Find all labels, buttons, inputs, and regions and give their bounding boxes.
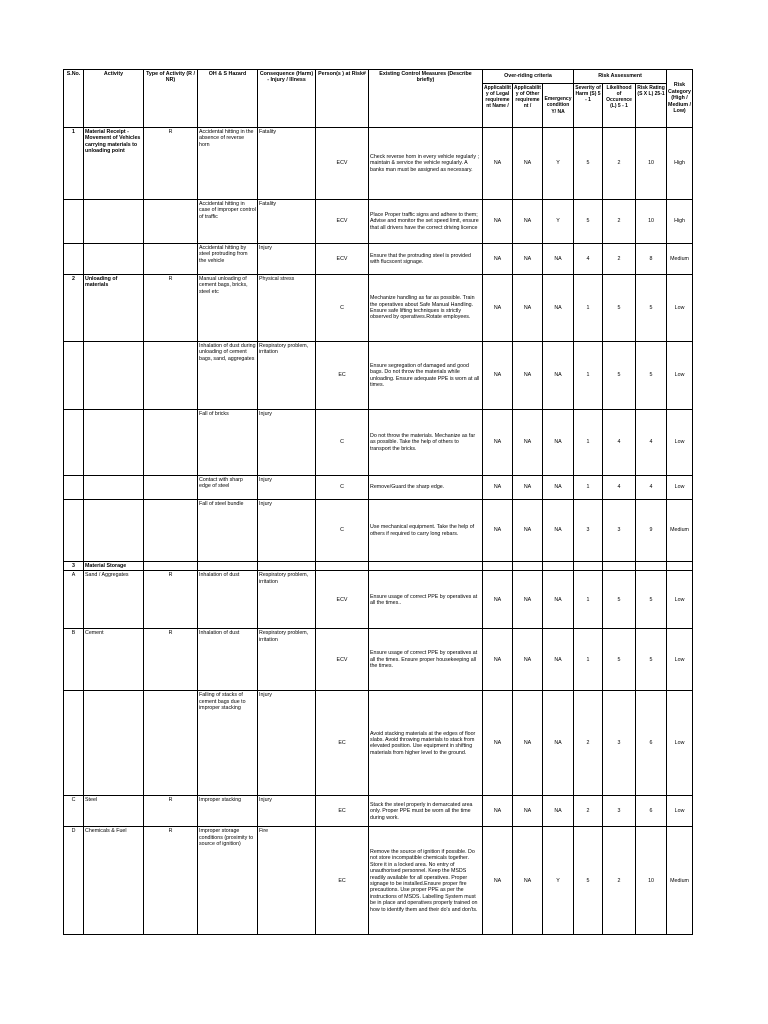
table-row <box>64 571 693 629</box>
cell-risk-rating: 9 <box>636 500 667 562</box>
cell-severity: 1 <box>574 275 603 342</box>
cell-severity: 1 <box>574 410 603 476</box>
cell-severity: 5 <box>574 128 603 200</box>
cell-emergency-condition: NA <box>543 629 574 691</box>
cell-risk-rating: 6 <box>636 691 667 796</box>
cell-sno <box>64 342 84 410</box>
cell-risk-category: Medium <box>667 244 693 275</box>
cell-persons-at-risk: ECV <box>316 128 369 200</box>
cell-risk-rating: 5 <box>636 571 667 629</box>
cell-sno <box>64 476 84 500</box>
cell-control-measures: Place Proper traffic signs and adhere to them; Advise and monitor the set speed limit, ensure that all drivers have the correct driving licence <box>369 200 483 244</box>
cell-risk-category: Low <box>667 342 693 410</box>
cell-severity: 1 <box>574 571 603 629</box>
cell-activity <box>84 342 144 410</box>
cell-severity: 2 <box>574 796 603 827</box>
cell-legal-requirement: NA <box>483 827 513 935</box>
table-row <box>64 244 693 275</box>
cell-sno <box>64 200 84 244</box>
table-row <box>64 629 693 691</box>
cell-risk-category: Low <box>667 796 693 827</box>
cell-control-measures: Do not throw the materials. Mechanize as far as possible. Take the help of others to transport the bricks. <box>369 410 483 476</box>
cell-legal-requirement: NA <box>483 200 513 244</box>
cell-risk-rating: 10 <box>636 827 667 935</box>
cell-activity-type <box>144 200 198 244</box>
cell-legal-requirement <box>483 562 513 571</box>
cell-consequence: Injury <box>258 691 316 796</box>
cell-hazard: Improper storage conditions (proximity to source of ignition) <box>198 827 258 935</box>
header-control-measures: Existing Control Measures (Describe briefly) <box>369 70 483 128</box>
header-persons-at-risk: Person(s ) at Risk# <box>316 70 369 128</box>
cell-activity-type: R <box>144 629 198 691</box>
cell-activity <box>84 476 144 500</box>
cell-emergency-condition: NA <box>543 244 574 275</box>
cell-likelihood: 3 <box>603 500 636 562</box>
cell-activity-type <box>144 562 198 571</box>
cell-activity-type <box>144 500 198 562</box>
cell-likelihood: 4 <box>603 476 636 500</box>
cell-other-requirement: NA <box>513 342 543 410</box>
cell-consequence: Fire <box>258 827 316 935</box>
cell-activity-type: R <box>144 275 198 342</box>
cell-likelihood: 5 <box>603 629 636 691</box>
cell-emergency-condition: NA <box>543 796 574 827</box>
cell-sno: B <box>64 629 84 691</box>
cell-emergency-condition: NA <box>543 571 574 629</box>
cell-other-requirement: NA <box>513 629 543 691</box>
cell-control-measures: Ensure that the protruding steel is provided with flucscent signage. <box>369 244 483 275</box>
header-legal-requirement: Applicability of Legal requirement Name / <box>483 84 513 128</box>
cell-severity: 1 <box>574 629 603 691</box>
cell-risk-category: Low <box>667 410 693 476</box>
cell-sno <box>64 500 84 562</box>
table-row <box>64 275 693 342</box>
cell-legal-requirement: NA <box>483 571 513 629</box>
cell-likelihood: 2 <box>603 200 636 244</box>
cell-consequence: Fatality <box>258 200 316 244</box>
cell-consequence <box>258 562 316 571</box>
cell-activity-type: R <box>144 796 198 827</box>
cell-activity-type <box>144 691 198 796</box>
cell-activity: Unloading of materials <box>84 275 144 342</box>
cell-risk-category <box>667 562 693 571</box>
cell-risk-category: Medium <box>667 827 693 935</box>
cell-emergency-condition: Y <box>543 200 574 244</box>
cell-legal-requirement: NA <box>483 500 513 562</box>
cell-activity <box>84 500 144 562</box>
cell-risk-rating: 4 <box>636 410 667 476</box>
cell-hazard: Fall of bricks <box>198 410 258 476</box>
cell-risk-rating: 5 <box>636 275 667 342</box>
cell-activity: Sand / Aggregates <box>84 571 144 629</box>
cell-hazard: Falling of stacks of cement bags due to improper stacking <box>198 691 258 796</box>
cell-control-measures <box>369 562 483 571</box>
cell-hazard: Inhalation of dust <box>198 571 258 629</box>
table-row <box>64 476 693 500</box>
cell-activity <box>84 244 144 275</box>
cell-legal-requirement: NA <box>483 128 513 200</box>
cell-legal-requirement: NA <box>483 629 513 691</box>
cell-likelihood: 2 <box>603 244 636 275</box>
header-hazard: OH & S Hazard <box>198 70 258 128</box>
cell-severity <box>574 562 603 571</box>
header-likelihood: Likelihood of Occurence (L) 5 - 1 <box>603 84 636 128</box>
cell-hazard: Inhalation of dust during unloading of cement bags, sand, aggregates <box>198 342 258 410</box>
cell-activity: Cement <box>84 629 144 691</box>
cell-consequence: Injury <box>258 410 316 476</box>
cell-legal-requirement: NA <box>483 796 513 827</box>
cell-persons-at-risk: C <box>316 410 369 476</box>
cell-other-requirement: NA <box>513 571 543 629</box>
cell-risk-category: Low <box>667 476 693 500</box>
cell-legal-requirement: NA <box>483 476 513 500</box>
cell-likelihood: 5 <box>603 342 636 410</box>
cell-control-measures: Ensure segregation of damaged and good bags. Do not throw the materials while unloading. Ensure adequate PPE is worn at all times. <box>369 342 483 410</box>
cell-severity: 4 <box>574 244 603 275</box>
cell-other-requirement <box>513 562 543 571</box>
table-row <box>64 410 693 476</box>
cell-risk-category: Medium <box>667 500 693 562</box>
cell-hazard: Improper stacking <box>198 796 258 827</box>
table-body <box>64 128 693 935</box>
cell-persons-at-risk: EC <box>316 342 369 410</box>
cell-likelihood: 3 <box>603 691 636 796</box>
cell-risk-rating: 10 <box>636 128 667 200</box>
cell-other-requirement: NA <box>513 476 543 500</box>
header-risk-rating: Risk Rating (S X L) 25-1 <box>636 84 667 128</box>
header-risk-category: Risk Category (High / Medium / Low) <box>667 70 693 128</box>
table-row <box>64 128 693 200</box>
cell-legal-requirement: NA <box>483 691 513 796</box>
header-consequence: Consequence (Harm) - Injury / Illness <box>258 70 316 128</box>
cell-emergency-condition: NA <box>543 476 574 500</box>
cell-consequence: Injury <box>258 476 316 500</box>
cell-hazard: Fall of steel bundle <box>198 500 258 562</box>
cell-control-measures: Remove the source of ignition if possible. Do not store incompatible chemicals together. Store it in a locked area. No entry of unauthorised personnel. Keep the MSDS readily available for all operatives. Proper signage to be installed.Ensure proper fire precautions. Use proper PPE as per the instructions of MSDS. Labelling System must be in place and operatives properly trained on how to identify them and their do's and don'ts. <box>369 827 483 935</box>
header-activity: Activity <box>84 70 144 128</box>
cell-persons-at-risk <box>316 562 369 571</box>
cell-persons-at-risk: EC <box>316 796 369 827</box>
cell-activity-type <box>144 342 198 410</box>
header-overriding-criteria: Over-riding criteria <box>483 70 574 84</box>
cell-risk-category: Low <box>667 275 693 342</box>
cell-legal-requirement: NA <box>483 410 513 476</box>
header-risk-assessment: Risk Assessment <box>574 70 667 84</box>
cell-emergency-condition: NA <box>543 691 574 796</box>
cell-emergency-condition: NA <box>543 275 574 342</box>
cell-control-measures: Stack the steel properly in demarcated area only. Proper PPE must be worn all the time during work. <box>369 796 483 827</box>
cell-other-requirement: NA <box>513 410 543 476</box>
cell-risk-category: High <box>667 200 693 244</box>
cell-consequence: Physical stress <box>258 275 316 342</box>
cell-activity-type <box>144 476 198 500</box>
cell-consequence: Fatality <box>258 128 316 200</box>
cell-consequence: Injury <box>258 500 316 562</box>
cell-emergency-condition: NA <box>543 410 574 476</box>
cell-likelihood: 2 <box>603 827 636 935</box>
cell-consequence: Respiratory problem, irritation <box>258 571 316 629</box>
risk-assessment-table <box>63 69 693 935</box>
cell-sno: C <box>64 796 84 827</box>
cell-risk-rating: 10 <box>636 200 667 244</box>
cell-sno: 2 <box>64 275 84 342</box>
cell-control-measures: Check reverse horn in every vehicle regularly ; maintain & service the vehicle regularly. A banks man must be assigned as necessary. <box>369 128 483 200</box>
cell-risk-rating: 5 <box>636 342 667 410</box>
cell-persons-at-risk: C <box>316 275 369 342</box>
cell-other-requirement: NA <box>513 244 543 275</box>
cell-activity <box>84 200 144 244</box>
cell-activity: Steel <box>84 796 144 827</box>
cell-likelihood: 4 <box>603 410 636 476</box>
cell-control-measures: Ensure usage of correct PPE by operatives at all the times.. <box>369 571 483 629</box>
cell-sno <box>64 410 84 476</box>
cell-persons-at-risk: ECV <box>316 571 369 629</box>
cell-other-requirement: NA <box>513 796 543 827</box>
table-row <box>64 200 693 244</box>
cell-persons-at-risk: C <box>316 476 369 500</box>
cell-legal-requirement: NA <box>483 244 513 275</box>
cell-emergency-condition: NA <box>543 500 574 562</box>
cell-likelihood: 5 <box>603 275 636 342</box>
cell-persons-at-risk: ECV <box>316 629 369 691</box>
cell-hazard <box>198 562 258 571</box>
table-header <box>64 70 693 128</box>
cell-persons-at-risk: ECV <box>316 200 369 244</box>
cell-sno: D <box>64 827 84 935</box>
cell-risk-category: Low <box>667 691 693 796</box>
cell-control-measures: Remove/Guard the sharp edge. <box>369 476 483 500</box>
cell-hazard: Inhalation of dust <box>198 629 258 691</box>
cell-likelihood: 3 <box>603 796 636 827</box>
table-row <box>64 796 693 827</box>
cell-risk-rating: 4 <box>636 476 667 500</box>
cell-sno: 3 <box>64 562 84 571</box>
cell-emergency-condition: NA <box>543 342 574 410</box>
cell-emergency-condition: Y <box>543 128 574 200</box>
cell-likelihood: 5 <box>603 571 636 629</box>
cell-activity-type: R <box>144 571 198 629</box>
cell-severity: 3 <box>574 500 603 562</box>
cell-consequence: Injury <box>258 796 316 827</box>
cell-severity: 5 <box>574 827 603 935</box>
cell-other-requirement: NA <box>513 500 543 562</box>
cell-activity: Chemicals & Fuel <box>84 827 144 935</box>
cell-severity: 2 <box>574 691 603 796</box>
cell-legal-requirement: NA <box>483 275 513 342</box>
cell-risk-rating: 6 <box>636 796 667 827</box>
cell-other-requirement: NA <box>513 691 543 796</box>
cell-other-requirement: NA <box>513 275 543 342</box>
cell-risk-rating <box>636 562 667 571</box>
cell-likelihood: 2 <box>603 128 636 200</box>
cell-consequence: Respiratory problem, irritation <box>258 342 316 410</box>
cell-control-measures: Avoid stacking materials at the edges of floor slabs. Avoid throwing materials to stack from elevated position. Use equipment in shifting materials from higher level to the ground. <box>369 691 483 796</box>
cell-hazard: Manual unloading of cement bags, bricks, steel etc <box>198 275 258 342</box>
cell-consequence: Injury <box>258 244 316 275</box>
cell-emergency-condition: Y <box>543 827 574 935</box>
header-activity-type: Type of Activity (R / NR) <box>144 70 198 128</box>
cell-persons-at-risk: EC <box>316 691 369 796</box>
table-row <box>64 500 693 562</box>
cell-hazard: Contact with sharp edge of steel <box>198 476 258 500</box>
cell-persons-at-risk: EC <box>316 827 369 935</box>
cell-control-measures: Mechanize handling as far as possible. Train the operatives about Safe Manual Handling. Ensure safe lifting techniques is strictly observed by operatives.Rotate employees. <box>369 275 483 342</box>
cell-control-measures: Ensure usage of correct PPE by operatives at all the times. Ensure proper housekeeping all the times. <box>369 629 483 691</box>
cell-emergency-condition <box>543 562 574 571</box>
cell-severity: 1 <box>574 476 603 500</box>
cell-risk-category: High <box>667 128 693 200</box>
cell-activity: Material Storage <box>84 562 144 571</box>
cell-hazard: Accidental hitting by steel protruding from the vehicle <box>198 244 258 275</box>
table-row <box>64 691 693 796</box>
cell-risk-rating: 8 <box>636 244 667 275</box>
cell-other-requirement: NA <box>513 827 543 935</box>
cell-severity: 1 <box>574 342 603 410</box>
cell-activity-type: R <box>144 128 198 200</box>
header-severity: Severity of Harm (S) 5 - 1 <box>574 84 603 128</box>
cell-risk-category: Low <box>667 629 693 691</box>
table-row <box>64 342 693 410</box>
cell-sno: 1 <box>64 128 84 200</box>
cell-hazard: Accidental hitting in case of improper control of traffic <box>198 200 258 244</box>
cell-hazard: Accidental hitting in the absence of reverse horn <box>198 128 258 200</box>
table-row <box>64 827 693 935</box>
cell-severity: 5 <box>574 200 603 244</box>
cell-activity-type: R <box>144 827 198 935</box>
cell-other-requirement: NA <box>513 200 543 244</box>
cell-persons-at-risk: ECV <box>316 244 369 275</box>
table-row <box>64 562 693 571</box>
cell-risk-category: Low <box>667 571 693 629</box>
cell-sno <box>64 691 84 796</box>
cell-persons-at-risk: C <box>316 500 369 562</box>
cell-risk-rating: 5 <box>636 629 667 691</box>
cell-activity: Material Receipt - Movement of Vehicles carrying materials to unloading point <box>84 128 144 200</box>
cell-consequence: Respiratory problem, irritation <box>258 629 316 691</box>
header-emergency-condition: Emergency condition Y/ NA <box>543 84 574 128</box>
cell-legal-requirement: NA <box>483 342 513 410</box>
cell-sno <box>64 244 84 275</box>
cell-activity <box>84 410 144 476</box>
cell-other-requirement: NA <box>513 128 543 200</box>
cell-control-measures: Use mechanical equipment. Take the help of others if required to carry long rebars. <box>369 500 483 562</box>
cell-likelihood <box>603 562 636 571</box>
header-other-requirement: Applicability of Other requirement / <box>513 84 543 128</box>
cell-sno: A <box>64 571 84 629</box>
header-sno: S.No. <box>64 70 84 128</box>
cell-activity-type <box>144 244 198 275</box>
cell-activity <box>84 691 144 796</box>
cell-activity-type <box>144 410 198 476</box>
